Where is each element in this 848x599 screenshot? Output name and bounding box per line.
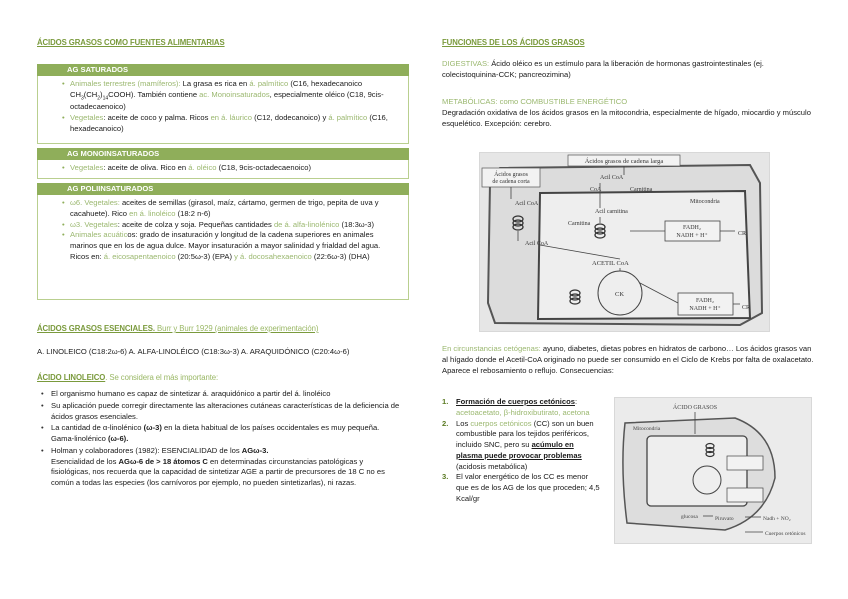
- list-number: 2.: [442, 418, 449, 428]
- body-saturados: [62, 79, 400, 135]
- text: en á. linoléico: [129, 208, 176, 218]
- text: cuerpos cetónicos: [470, 418, 532, 428]
- diagram-svg: [480, 153, 769, 331]
- text: Vegetales: [70, 113, 104, 123]
- text: ω6. Vegetales:: [70, 198, 120, 207]
- text: Ácido oléico es un estímulo para la liberación de hormonas gastrointestinales (ej. colecistoquinina-CCK; pancreozimina): [442, 59, 764, 79]
- label-acetil-coa: ACETIL CoA: [592, 260, 629, 267]
- text: ÁCIDOS GRASOS ESENCIALES.: [37, 324, 155, 333]
- text: en á. láurico: [210, 113, 252, 123]
- linoleico-bullets: [41, 389, 401, 490]
- text: á. oléico: [188, 163, 217, 172]
- label-cadena-larga: Ácidos grasos de cadena larga: [584, 158, 664, 165]
- text: (20:5ω-3) (EPA): [175, 251, 235, 261]
- linoleico-title: [37, 372, 218, 383]
- text: en determinadas circunstancias patológicas y fisiológicas, nos recuerda que la capacidad de sintetizar AGE a partir de precursores de 18 C no es común a todas las especies (los carnívoros por ejemplo, no pueden sintetizarlas), ni razas.: [51, 456, 385, 488]
- text: y á. docosahexaenoico: [234, 251, 312, 261]
- text: ÁCIDO LINOLEICO: [37, 373, 106, 382]
- text: ac. Monoinsaturados: [199, 89, 270, 99]
- label-cetonas: Cuerpos cetónicos: [765, 531, 806, 537]
- label-carnitina-2: Carnitina: [568, 221, 591, 227]
- label-ck: CK: [615, 291, 625, 298]
- section-title-esenciales: [37, 323, 318, 334]
- figure-ketone-bodies: [614, 397, 812, 544]
- body-monoinsaturados: [62, 163, 400, 174]
- label-fadh2: FADH₂: [683, 225, 701, 231]
- text: En circunstancias cetógenas:: [442, 344, 541, 353]
- text: en la dieta habitual de los países occidentales es muy pequeña. Gama-linolénico: [51, 423, 380, 444]
- text: 14: [102, 95, 109, 102]
- text: Holman y colaboradores (1982): ESENCIALIDAD de los: [51, 445, 242, 455]
- list-item: [442, 472, 602, 504]
- list-item: • Animales terrestres (mamíferos): La grasa es rica en á. palmítico (C16, hexadecanoico $CH_3(CH_2)_{14}COOH$). También contiene ac. Monoinsaturados, especialmente oléico (C18, 9cis-octadecaenoico): [62, 79, 400, 113]
- label-cr: CR: [738, 231, 747, 237]
- text: 2: [97, 95, 101, 102]
- metabolicas-paragraph: [442, 97, 812, 129]
- label-mitocondria: Mitocondria: [690, 199, 720, 205]
- text: La cantidad de α-linolénico: [51, 423, 144, 433]
- text: METABÓLICAS:: [442, 97, 498, 106]
- label-mitocondria-2: Mitocondria: [633, 426, 661, 432]
- list-item: [62, 198, 400, 220]
- text: á. palmítico: [328, 113, 368, 123]
- text: (CH: [83, 89, 98, 99]
- figure-beta-oxidation: [479, 152, 770, 332]
- label-fadh2-2: FADH₂: [696, 298, 714, 304]
- list-item: [62, 230, 400, 262]
- label-carnitina: Carnitina: [630, 187, 653, 193]
- text: . Se considera el más importante:: [105, 373, 219, 382]
- label-acido-grasos: ÁCIDO GRASOS: [672, 405, 718, 411]
- list-number: 3.: [442, 472, 449, 482]
- text: Los: [456, 418, 471, 428]
- text: (CC) son un buen combustible para los tejidos periféricos, incluido SNC, pero su: [456, 418, 594, 450]
- text: (22:6ω-3) (DHA): [311, 251, 370, 261]
- text: (C12, dodecanoico) y: [251, 113, 329, 123]
- text: El valor energético de los CC es menor que es de los AG de los que proceden; 4,5 Kcal/gr: [456, 472, 600, 504]
- label-acil-coa-mid: Acil CoA: [525, 241, 549, 247]
- label-nadh-no2: Nadh + NO₂: [763, 516, 791, 522]
- list-item: [442, 397, 602, 419]
- label-cadena-corta: Ácidos grasos de cadena corta: [492, 172, 530, 185]
- label-nadh: NADH + H⁺: [676, 233, 708, 239]
- list-item: [41, 446, 401, 489]
- label-glucosa: glucosa: [681, 514, 698, 520]
- text: á. eicosapentaenoico: [103, 251, 176, 261]
- text: acetoacetato, β-hidroxibutirato, acetona: [456, 407, 590, 417]
- text: ayuno, diabetes, dietas pobres en hidratos de carbono… Los ácidos grasos van al hígado donde el Acetil-CoA originado no puede ser consumido en el Ciclo de Krebs por falta de oxalacetato. Aparece el rebosamiento o reflujo. Consecuencias:: [442, 344, 814, 375]
- text: de á. alfa-linolénico: [273, 219, 340, 229]
- text: : aceite de oliva. Rico en: [103, 163, 189, 172]
- label-coa: CoA: [590, 187, 602, 193]
- text: Formación de cuerpos cetónicos: [456, 397, 575, 406]
- text: (18:2 n-6): [175, 208, 211, 218]
- text: AGω-3.: [241, 445, 269, 455]
- label-acil-coa-top: Acil CoA: [600, 175, 624, 181]
- label-acil-carnitina: Acil carnitina: [595, 209, 628, 215]
- body-poliinsaturados: [62, 198, 400, 263]
- text: DIGESTIVAS:: [442, 59, 490, 68]
- text: : aceite de coco y palma. Ricos: [103, 113, 211, 123]
- text: AGω-6 de > 18 átomos C: [118, 456, 208, 466]
- list-item: [41, 423, 401, 445]
- digestivas-paragraph: [442, 59, 812, 81]
- header-poliinsaturados: AG POLIINSATURADOS: [37, 183, 409, 195]
- list-item: [62, 113, 400, 135]
- text: , especialmente oléico (C18, 9cis-octadecaenoico): [70, 89, 384, 112]
- text: Vegetales: [70, 163, 104, 172]
- label-nadh-2: NADH + H⁺: [689, 306, 721, 312]
- text: (C16, hexadecanoico CH: [70, 79, 363, 99]
- text: Burr y Burr 1929 (animales de experimentación): [154, 324, 319, 333]
- section-title-fuentes: ÁCIDOS GRASOS COMO FUENTES ALIMENTARIAS: [37, 38, 225, 47]
- text: (18:3ω-3): [339, 219, 375, 229]
- text: (acidosis metabólica): [456, 461, 528, 471]
- header-monoinsaturados: AG MONOINSATURADOS: [37, 148, 409, 160]
- text: : aceite de colza y soja. Pequeñas cantidades: [117, 219, 274, 229]
- text: :: [575, 397, 578, 406]
- text: (ω-3): [143, 423, 162, 433]
- section-title-funciones: FUNCIONES DE LOS ÁCIDOS GRASOS: [442, 38, 585, 47]
- text: Animales terrestres (mamíferos):: [70, 79, 181, 88]
- text: Degradación oxidativa de los ácidos grasos en la mitocondria, especialmente de hígado, miocardio y músculo esquelético. Excepción: cerebro.: [442, 107, 811, 128]
- text: ω3. Vegetales: [70, 219, 118, 229]
- text: La grasa es rica en: [180, 79, 250, 88]
- text: á. palmítico: [249, 79, 289, 88]
- label-acil-coa-left: Acil CoA: [515, 201, 539, 207]
- label-piruvato: Piruvato: [715, 516, 734, 522]
- text: COOH). También contiene: [108, 89, 200, 99]
- list-item: [442, 419, 602, 473]
- list-item: [62, 220, 400, 231]
- list-item: • El organismo humano es capaz de sintetizar á. araquidónico a partir del á. linoléico: [41, 389, 401, 400]
- text: os: grado de insaturación y longitud de la cadena superiores en animales marinos que en los de agua dulce. Mayor insaturación a mayor salinidad y frialdad del agua. Ricos en:: [70, 230, 381, 261]
- text: aceites de semillas (girasol, maíz, cártamo, germen de trigo, pepita de uva y cacahuete). Rico: [70, 198, 379, 218]
- text: (C16, hexadecanoico): [70, 113, 388, 133]
- label-cr-2: CR: [742, 305, 751, 311]
- text: (C18, 9cis-octadecaenoico): [216, 163, 312, 172]
- text: como COMBUSTIBLE ENERGÉTICO: [497, 97, 628, 106]
- text: acúmulo en plasma puede provocar problemas: [456, 440, 582, 460]
- header-saturados: AG SATURADOS: [37, 64, 409, 76]
- list-item: • Su aplicación puede corregir directamente las alteraciones cutáneas características de la deficiencia de ácidos grasos esenciales.: [41, 401, 401, 423]
- text: Animales acuátic: [70, 230, 128, 240]
- text: 3: [80, 95, 84, 102]
- cetogenas-paragraph: [442, 344, 814, 376]
- esenciales-line: A. LINOLEICO (C18:2ω-6) A. ALFA-LINOLÉICO (C18:3ω-3) A. ARAQUIDÓNICO (C20:4ω-6): [37, 347, 350, 356]
- consecuencias-list: [442, 397, 602, 505]
- diagram-svg-2: [615, 398, 811, 543]
- list-item: [62, 163, 400, 174]
- text: (ω-6).: [107, 434, 129, 444]
- list-number: 1.: [442, 397, 449, 406]
- text: Esencialidad de los: [51, 456, 119, 466]
